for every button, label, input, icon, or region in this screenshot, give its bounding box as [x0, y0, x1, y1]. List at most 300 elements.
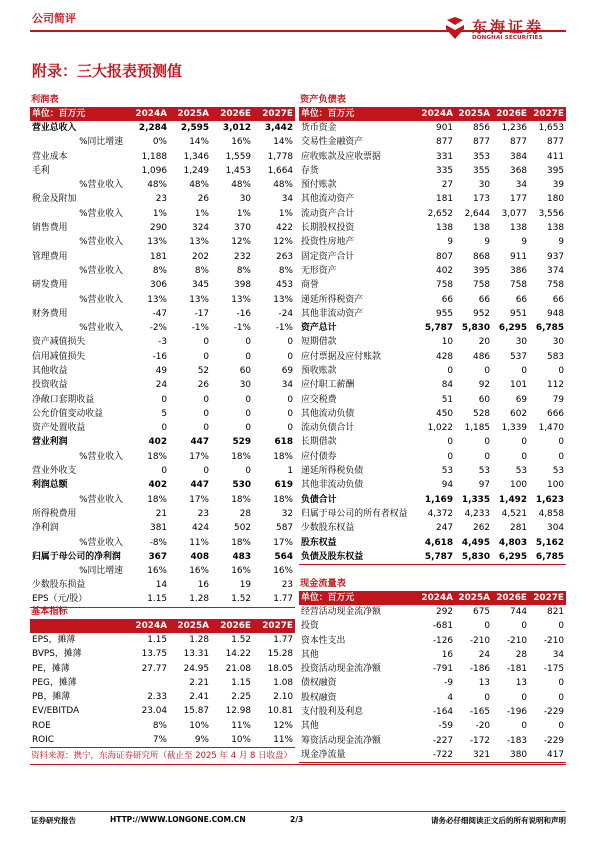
- table-row: [299, 464, 566, 478]
- cell-value: 618: [274, 437, 293, 448]
- cell-value: 0: [521, 721, 527, 732]
- table-row: [30, 705, 295, 719]
- cell-value: 13%: [273, 294, 293, 305]
- cell-value: 9: [521, 237, 527, 248]
- row-label: 筹资活动现金流净额: [301, 735, 381, 746]
- cell-value: 486: [473, 351, 490, 362]
- row-label: %营业收入: [79, 294, 123, 305]
- table-row: [30, 150, 295, 164]
- cell-value: 3,556: [538, 208, 564, 219]
- cell-value: 247: [436, 523, 453, 534]
- cell-value: 0: [287, 423, 293, 434]
- cell-value: 23: [281, 580, 293, 591]
- cell-value: 9: [484, 237, 490, 248]
- cell-value: -20: [475, 721, 490, 732]
- cell-value: 1.08: [273, 677, 293, 688]
- cell-value: 758: [510, 280, 527, 291]
- cell-value: 16%: [231, 137, 251, 148]
- cell-value: -186: [469, 664, 490, 675]
- cell-value: 24: [478, 649, 490, 660]
- row-label: 投资性房地产: [301, 237, 355, 248]
- cell-value: 1,169: [424, 494, 453, 505]
- cell-value: 955: [436, 308, 453, 319]
- table-header-row: [299, 591, 566, 605]
- cell-value: 15.28: [267, 649, 293, 660]
- cell-value: 2.33: [147, 692, 167, 703]
- key-indicators-caption: 基本指标: [31, 606, 68, 617]
- income-statement-caption: 利润表: [31, 94, 59, 105]
- row-label: 应付票据及应付账款: [301, 351, 381, 362]
- row-label: 营业利润: [32, 437, 68, 448]
- cell-value: 901: [436, 122, 453, 133]
- cell-value: 48%: [273, 180, 293, 191]
- cell-value: 0: [521, 692, 527, 703]
- cell-value: 2026E: [211, 619, 253, 633]
- table-row: [299, 207, 566, 221]
- table-row: [30, 393, 295, 407]
- cell-value: -229: [543, 735, 564, 746]
- cell-value: 0: [203, 408, 209, 419]
- cell-value: 2025A: [455, 107, 492, 121]
- cell-value: 411: [547, 151, 564, 162]
- cell-value: 4: [447, 692, 453, 703]
- cell-value: 14%: [189, 137, 209, 148]
- table-row: [30, 633, 295, 647]
- cell-value: 12%: [273, 237, 293, 248]
- table-row: [299, 321, 566, 335]
- cell-value: 5,787: [424, 323, 453, 334]
- cell-value: 15.87: [183, 706, 209, 717]
- cell-value: 100: [547, 480, 564, 491]
- cell-value: 402: [436, 265, 453, 276]
- row-label: 应付职工薪酬: [301, 380, 355, 391]
- cell-value: 53: [441, 466, 453, 477]
- cell-value: 877: [547, 137, 564, 148]
- cell-value: 19: [239, 580, 251, 591]
- table-header-row: [30, 107, 295, 121]
- cell-value: 0: [484, 365, 490, 376]
- table-row: [299, 178, 566, 192]
- table-row: [299, 507, 566, 521]
- row-label: 递延所得税资产: [301, 294, 364, 305]
- table-row: [30, 648, 295, 662]
- row-label: %营业收入: [79, 537, 123, 548]
- table-row: [30, 493, 295, 507]
- row-label: 递延所得税负债: [301, 466, 364, 477]
- cell-value: 370: [234, 223, 251, 234]
- cell-value: 587: [276, 523, 293, 534]
- cell-value: 335: [436, 165, 453, 176]
- cell-value: 428: [436, 351, 453, 362]
- cell-value: 331: [436, 151, 453, 162]
- balance-sheet-caption: 资产负债表: [300, 94, 346, 105]
- cell-value: -183: [506, 735, 527, 746]
- cell-value: 4,233: [464, 508, 490, 519]
- cell-value: 602: [510, 408, 527, 419]
- table-row: [299, 250, 566, 264]
- row-label: 商誉: [301, 280, 319, 291]
- cell-value: 24.95: [183, 663, 209, 674]
- cell-value: 1,188: [141, 151, 167, 162]
- row-label: EV/EBITDA: [32, 706, 80, 717]
- cell-value: 26: [197, 194, 209, 205]
- row-label: 单位：百万元: [30, 107, 127, 121]
- table-row: [30, 719, 295, 733]
- cell-value: 395: [473, 265, 490, 276]
- table-row: [30, 479, 295, 493]
- cell-value: 2.21: [189, 677, 209, 688]
- table-row: [299, 648, 566, 662]
- row-label: 资本性支出: [301, 635, 346, 646]
- cell-value: 69: [281, 365, 293, 376]
- cell-value: 21: [155, 508, 167, 519]
- cell-value: 180: [547, 194, 564, 205]
- row-label: %同比增速: [79, 566, 123, 577]
- cell-value: 0: [484, 437, 490, 448]
- cell-value: 53: [478, 466, 490, 477]
- cell-value: 8%: [194, 265, 209, 276]
- cell-value: -210: [506, 635, 527, 646]
- cell-value: 8%: [152, 720, 167, 731]
- row-label: 负债及股东权益: [299, 550, 418, 564]
- cell-value: -24: [278, 308, 293, 319]
- cell-value: 1.77: [253, 593, 295, 607]
- cell-value: 10.81: [267, 706, 293, 717]
- cell-value: -175: [543, 664, 564, 675]
- cell-value: 34: [552, 649, 564, 660]
- cell-value: 18%: [231, 537, 251, 548]
- row-label: 财务费用: [32, 308, 68, 319]
- row-label: 少数股东权益: [301, 523, 355, 534]
- cell-value: 0: [558, 692, 564, 703]
- row-label: 公允价值变动收益: [32, 408, 103, 419]
- cell-value: 0: [558, 621, 564, 632]
- table-row: [299, 550, 566, 564]
- cell-value: 821: [547, 606, 564, 617]
- cell-value: 758: [547, 280, 564, 291]
- cell-value: 424: [192, 523, 209, 534]
- cell-value: 16%: [147, 566, 167, 577]
- cell-value: 2024A: [418, 107, 455, 121]
- cell-value: 18%: [273, 494, 293, 505]
- row-label: 固定资产合计: [301, 251, 355, 262]
- cell-value: 10%: [211, 733, 253, 747]
- table-header-row: [30, 619, 295, 633]
- row-label: 流动资产合计: [301, 208, 355, 219]
- cell-value: 856: [473, 122, 490, 133]
- cell-value: 1,470: [538, 423, 564, 434]
- cell-value: 11%: [189, 537, 209, 548]
- cell-value: 21.08: [225, 663, 251, 674]
- cell-value: 2027E: [253, 107, 295, 121]
- cell-value: 11%: [231, 720, 251, 731]
- table-row: [30, 733, 295, 747]
- row-label: 存货: [301, 165, 319, 176]
- cell-value: 28: [239, 508, 251, 519]
- row-label: 投资活动现金流净额: [301, 664, 381, 675]
- table-row: [30, 593, 295, 607]
- row-label: 流动负债合计: [301, 423, 355, 434]
- table-row: [30, 193, 295, 207]
- cell-value: 0: [484, 451, 490, 462]
- cell-value: 16%: [189, 566, 209, 577]
- table-row: [30, 507, 295, 521]
- cell-value: 483: [232, 551, 251, 562]
- cell-value: 0: [203, 466, 209, 477]
- cell-value: 537: [510, 351, 527, 362]
- cell-value: 1.28: [169, 593, 211, 607]
- table-row: [299, 264, 566, 278]
- cell-value: 447: [190, 437, 209, 448]
- cell-value: 422: [276, 223, 293, 234]
- cell-value: -210: [543, 635, 564, 646]
- cell-value: 13.31: [183, 649, 209, 660]
- cell-value: 69: [515, 394, 527, 405]
- cell-value: 0: [558, 678, 564, 689]
- cell-value: 9: [447, 237, 453, 248]
- table-row: [299, 279, 566, 293]
- cell-value: 66: [478, 294, 490, 305]
- cell-value: 177: [510, 194, 527, 205]
- cell-value: 32: [281, 508, 293, 519]
- header-rule: [30, 30, 566, 32]
- cell-value: 381: [150, 523, 167, 534]
- cell-value: 60: [239, 365, 251, 376]
- cell-value: -3: [158, 337, 167, 348]
- table-header-row: [299, 107, 566, 121]
- cell-value: 2024A: [127, 619, 169, 633]
- cell-value: 138: [547, 223, 564, 234]
- table-row: [30, 250, 295, 264]
- cell-value: 0: [245, 466, 251, 477]
- cell-value: 0: [203, 423, 209, 434]
- table-row: [30, 121, 295, 135]
- cell-value: 49: [155, 365, 167, 376]
- cell-value: 402: [148, 480, 167, 491]
- table-row: [30, 550, 295, 564]
- row-label: 其他非流动负债: [301, 480, 364, 491]
- cell-value: 0: [558, 451, 564, 462]
- cell-value: 675: [473, 606, 490, 617]
- cell-value: -227: [432, 735, 453, 746]
- header-tag: 公司简评: [32, 12, 76, 25]
- cell-value: 138: [510, 223, 527, 234]
- table-row: [30, 379, 295, 393]
- cell-value: 911: [510, 251, 527, 262]
- cell-value: 952: [473, 308, 490, 319]
- cell-value: 306: [150, 280, 167, 291]
- table-row: [299, 293, 566, 307]
- cell-value: 84: [441, 380, 453, 391]
- cell-value: 138: [436, 223, 453, 234]
- row-label: 长期借款: [301, 437, 337, 448]
- table-row: [299, 350, 566, 364]
- cell-value: 2027E: [253, 619, 295, 633]
- table-row: [299, 748, 566, 762]
- cell-value: 30: [552, 337, 564, 348]
- cell-value: 0: [447, 437, 453, 448]
- row-label: 其他流动资产: [301, 194, 355, 205]
- table-row: [30, 207, 295, 221]
- cell-value: -722: [418, 748, 455, 762]
- cell-value: 5,162: [535, 537, 564, 548]
- cell-value: 1,559: [225, 151, 251, 162]
- cell-value: 0: [521, 437, 527, 448]
- cell-value: 60: [478, 394, 490, 405]
- key-indicators-table: [30, 619, 295, 748]
- table-row: [30, 236, 295, 250]
- cell-value: 355: [473, 165, 490, 176]
- cell-value: 2027E: [529, 107, 566, 121]
- table-row: [30, 407, 295, 421]
- cell-value: 0: [287, 351, 293, 362]
- cell-value: 7%: [127, 733, 169, 747]
- cell-value: 23: [197, 508, 209, 519]
- cell-value: -164: [432, 707, 453, 718]
- cell-value: 1,096: [141, 165, 167, 176]
- cell-value: 2024A: [127, 107, 169, 121]
- cell-value: 937: [547, 251, 564, 262]
- table-row: [299, 450, 566, 464]
- cell-value: 666: [547, 408, 564, 419]
- cell-value: -210: [469, 635, 490, 646]
- cell-value: -16: [152, 351, 167, 362]
- cell-value: 0: [287, 394, 293, 405]
- cell-value: 34: [281, 380, 293, 391]
- cell-value: 16: [197, 580, 209, 591]
- cell-value: -172: [469, 735, 490, 746]
- table-row: [30, 662, 295, 676]
- cell-value: 9%: [169, 733, 211, 747]
- cell-value: 101: [510, 380, 527, 391]
- row-label: %同比增速: [79, 137, 123, 148]
- cell-value: 398: [234, 280, 251, 291]
- cell-value: 48%: [147, 180, 167, 191]
- row-label: 支付股利及利息: [301, 707, 364, 718]
- cell-value: 417: [529, 748, 566, 762]
- cell-value: -791: [432, 664, 453, 675]
- footer-rule: [30, 811, 566, 812]
- cell-value: 13.75: [141, 649, 167, 660]
- cell-value: 5,830: [461, 323, 490, 334]
- cell-value: 0: [161, 423, 167, 434]
- cell-value: 0: [203, 337, 209, 348]
- cell-value: 12.98: [225, 706, 251, 717]
- cell-value: 16%: [231, 566, 251, 577]
- cell-value: 868: [473, 251, 490, 262]
- cell-value: 374: [547, 265, 564, 276]
- row-label: 股东权益: [301, 537, 337, 548]
- cell-value: 30: [515, 337, 527, 348]
- cell-value: 386: [510, 265, 527, 276]
- row-label: 利润总额: [32, 480, 68, 491]
- cell-value: 0: [245, 351, 251, 362]
- table-row: [299, 364, 566, 378]
- cell-value: 13%: [189, 237, 209, 248]
- cell-value: 345: [192, 280, 209, 291]
- row-label: 资产总计: [301, 323, 337, 334]
- cell-value: 1,653: [538, 122, 564, 133]
- row-label: 投资: [301, 621, 319, 632]
- cell-value: 20: [478, 337, 490, 348]
- cell-value: -59: [438, 721, 453, 732]
- cell-value: 18.05: [267, 663, 293, 674]
- cell-value: 10: [441, 337, 453, 348]
- cell-value: 1: [287, 466, 293, 477]
- cell-value: -181: [506, 664, 527, 675]
- row-label: 营业总收入: [32, 122, 77, 133]
- cell-value: 1,022: [427, 423, 453, 434]
- cell-value: 1%: [152, 208, 167, 219]
- table-row: [299, 422, 566, 436]
- cell-value: 1,778: [267, 151, 293, 162]
- cell-value: 4,521: [501, 508, 527, 519]
- cell-value: 2,595: [180, 122, 209, 133]
- cell-value: 2.10: [273, 692, 293, 703]
- cell-value: 4,618: [424, 537, 453, 548]
- footer-disclaimer: 请务必仔细阅读正文后的所有说明和声明: [431, 816, 566, 825]
- cell-value: 23.04: [141, 706, 167, 717]
- cell-value: 1,492: [498, 494, 527, 505]
- footer-label: 证券研究报告: [31, 816, 76, 825]
- cell-value: 0: [484, 692, 490, 703]
- table-row: [299, 236, 566, 250]
- row-label: 净敞口套期收益: [32, 394, 95, 405]
- row-label: PE，摊薄: [32, 663, 70, 674]
- cell-value: 395: [547, 165, 564, 176]
- cell-value: 14: [155, 580, 167, 591]
- table-row: [30, 436, 295, 450]
- table-row: [30, 178, 295, 192]
- table-row: [30, 136, 295, 150]
- table-row: [30, 279, 295, 293]
- row-label: 管理费用: [32, 251, 68, 262]
- table-row: [30, 350, 295, 364]
- table-row: [299, 379, 566, 393]
- cell-value: 951: [510, 308, 527, 319]
- cell-value: 11%: [253, 733, 295, 747]
- cell-value: 948: [547, 308, 564, 319]
- cell-value: 4,372: [427, 508, 453, 519]
- cash-flow-caption: 现金流量表: [300, 578, 346, 589]
- table-row: [299, 336, 566, 350]
- cell-value: 3,012: [222, 122, 251, 133]
- row-label: 预收账款: [301, 365, 337, 376]
- cell-value: 1,249: [183, 165, 209, 176]
- cell-value: 4,495: [461, 537, 490, 548]
- cell-value: 18%: [147, 451, 167, 462]
- row-label: %营业收入: [79, 323, 123, 334]
- row-label: 应付债券: [301, 451, 337, 462]
- row-label: %营业收入: [79, 265, 123, 276]
- cell-value: 2.25: [231, 692, 251, 703]
- cell-value: 290: [150, 223, 167, 234]
- cell-value: 1.28: [189, 634, 209, 645]
- cell-value: 1,453: [225, 165, 251, 176]
- table-row: [30, 690, 295, 704]
- table-row: [299, 150, 566, 164]
- table-row: [299, 393, 566, 407]
- table-row: [299, 691, 566, 705]
- table-row: [299, 407, 566, 421]
- table-row: [30, 464, 295, 478]
- row-label: ROIC: [30, 733, 127, 747]
- row-label: 资产减值损失: [32, 337, 86, 348]
- cell-value: 353: [473, 151, 490, 162]
- cell-value: 1,664: [267, 165, 293, 176]
- row-label: %营业收入: [79, 451, 123, 462]
- cell-value: 52: [197, 365, 209, 376]
